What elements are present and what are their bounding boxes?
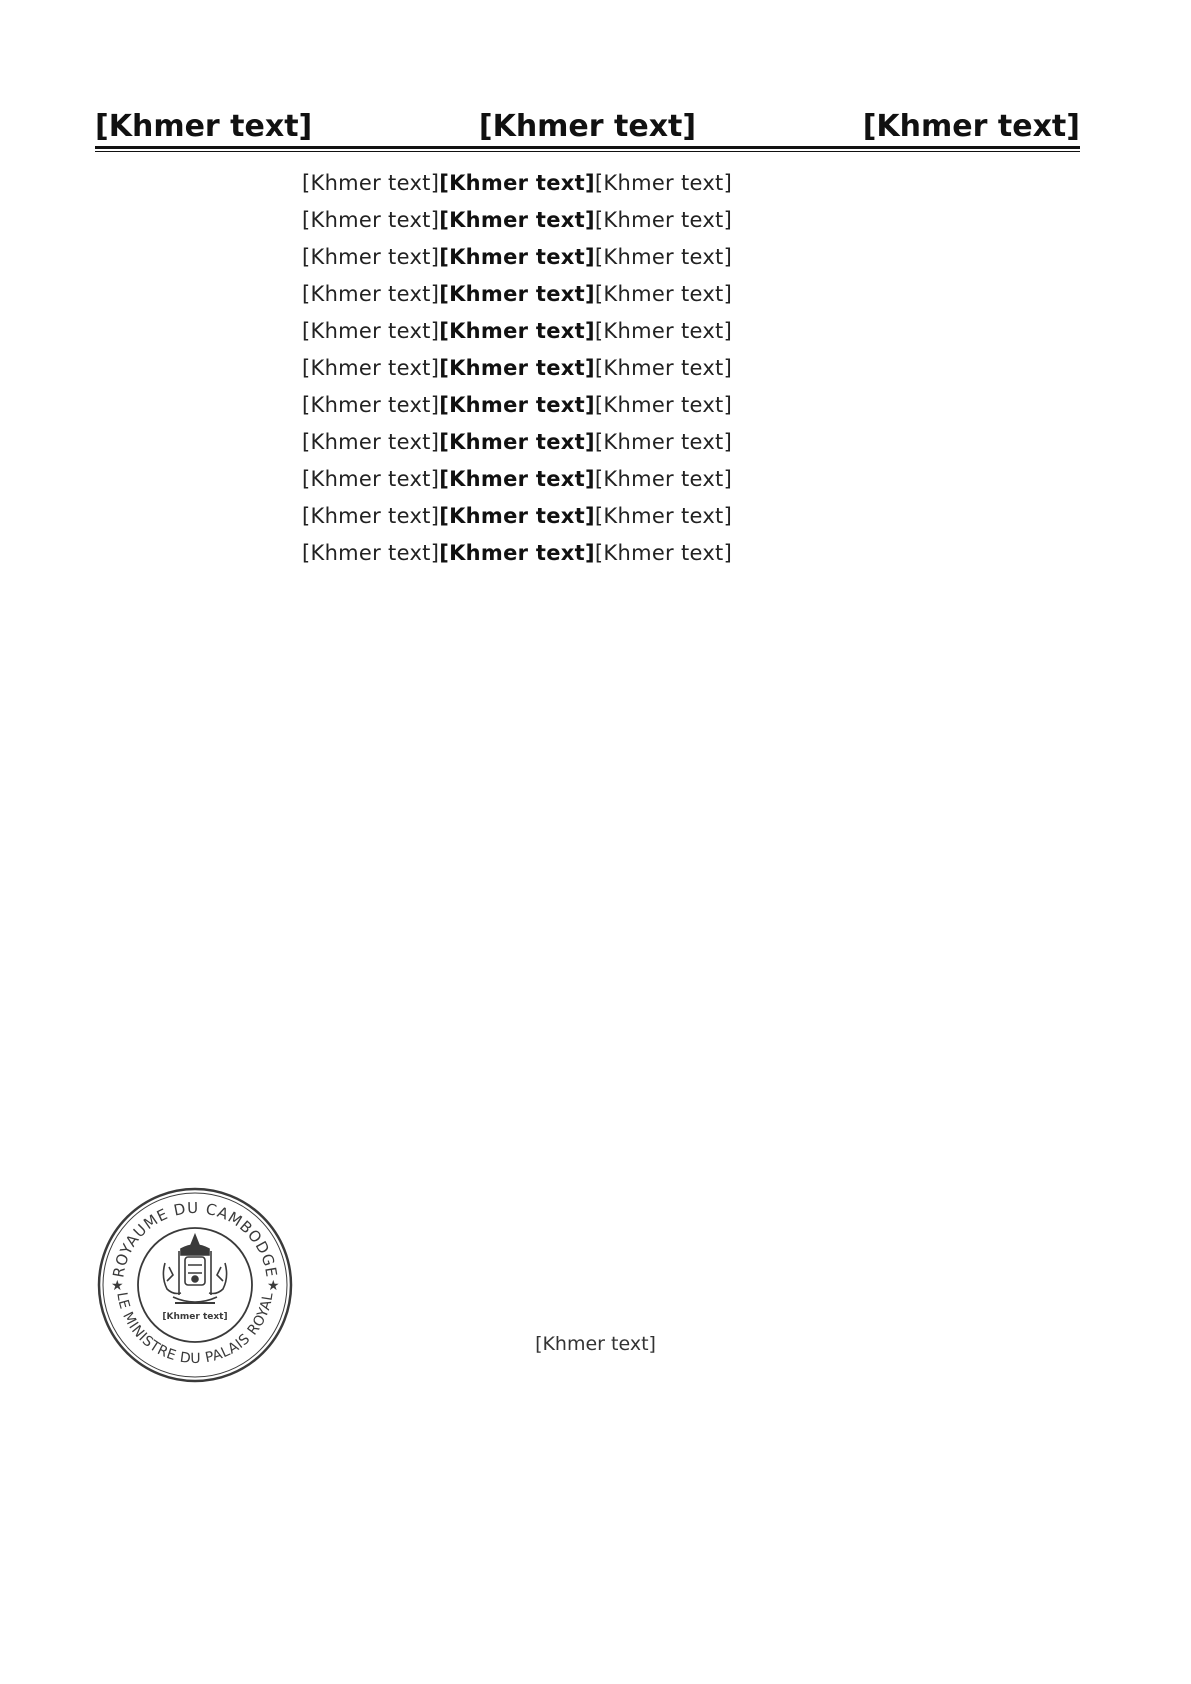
entry-name: [Khmer text] <box>439 467 595 491</box>
entry-prefix: [Khmer text] <box>302 245 440 269</box>
entry-prefix: [Khmer text] <box>302 208 440 232</box>
page-header <box>95 96 1080 144</box>
seal-bottom-text: LE MINISTRE DU PALAIS ROYAL <box>113 1291 277 1368</box>
entry-prefix: [Khmer text] <box>302 504 440 528</box>
entry-prefix: [Khmer text] <box>302 541 440 565</box>
entry-item <box>240 313 940 350</box>
entry-name: [Khmer text] <box>439 504 595 528</box>
page-folio: [Khmer text] <box>535 1333 656 1355</box>
entry-name: [Khmer text] <box>439 282 595 306</box>
entry-item <box>240 461 940 498</box>
entry-prefix: [Khmer text] <box>302 393 440 417</box>
seal-star-left-icon: ★ <box>111 1278 124 1294</box>
entry-item <box>240 387 940 424</box>
entry-details: [Khmer text] <box>594 541 733 565</box>
entry-list <box>240 165 940 572</box>
entry-details: [Khmer text] <box>594 504 733 528</box>
entry-item <box>240 535 940 572</box>
seal-star-right-icon: ★ <box>267 1278 280 1294</box>
entry-details: [Khmer text] <box>594 208 733 232</box>
entry-details: [Khmer text] <box>594 356 733 380</box>
seal-inner-text: [Khmer text] <box>162 1312 228 1322</box>
entry-item <box>240 165 940 202</box>
entry-details: [Khmer text] <box>594 430 733 454</box>
entry-details: [Khmer text] <box>594 171 733 195</box>
header-date: [Khmer text] <box>478 109 697 144</box>
entry-prefix: [Khmer text] <box>302 282 440 306</box>
entry-details: [Khmer text] <box>594 245 733 269</box>
entry-name: [Khmer text] <box>439 208 595 232</box>
entry-item <box>240 276 940 313</box>
entry-name: [Khmer text] <box>439 245 595 269</box>
entry-prefix: [Khmer text] <box>302 319 440 343</box>
entry-prefix: [Khmer text] <box>302 356 440 380</box>
entry-name: [Khmer text] <box>439 356 595 380</box>
entry-prefix: [Khmer text] <box>302 430 440 454</box>
entry-item <box>240 424 940 461</box>
royal-palace-seal <box>95 1185 295 1385</box>
entry-details: [Khmer text] <box>594 467 733 491</box>
entry-name: [Khmer text] <box>439 171 595 195</box>
entry-prefix: [Khmer text] <box>302 171 440 195</box>
header-double-rule <box>95 146 1080 152</box>
entry-details: [Khmer text] <box>594 319 733 343</box>
seal-graphic <box>95 1185 295 1385</box>
entry-name: [Khmer text] <box>439 319 595 343</box>
entry-prefix: [Khmer text] <box>302 467 440 491</box>
royal-coat-of-arms-icon <box>163 1235 226 1303</box>
entry-item <box>240 350 940 387</box>
entry-name: [Khmer text] <box>439 393 595 417</box>
entry-details: [Khmer text] <box>594 282 733 306</box>
entry-name: [Khmer text] <box>439 541 595 565</box>
seal-top-text: ROYAUME DU CAMBODGE <box>109 1198 281 1279</box>
header-page-number: [Khmer text] <box>862 109 1080 144</box>
entry-item <box>240 239 940 276</box>
entry-details: [Khmer text] <box>594 393 733 417</box>
entry-item <box>240 202 940 239</box>
entry-item <box>240 498 940 535</box>
entry-name: [Khmer text] <box>439 430 595 454</box>
header-issue: [Khmer text] <box>95 109 313 144</box>
